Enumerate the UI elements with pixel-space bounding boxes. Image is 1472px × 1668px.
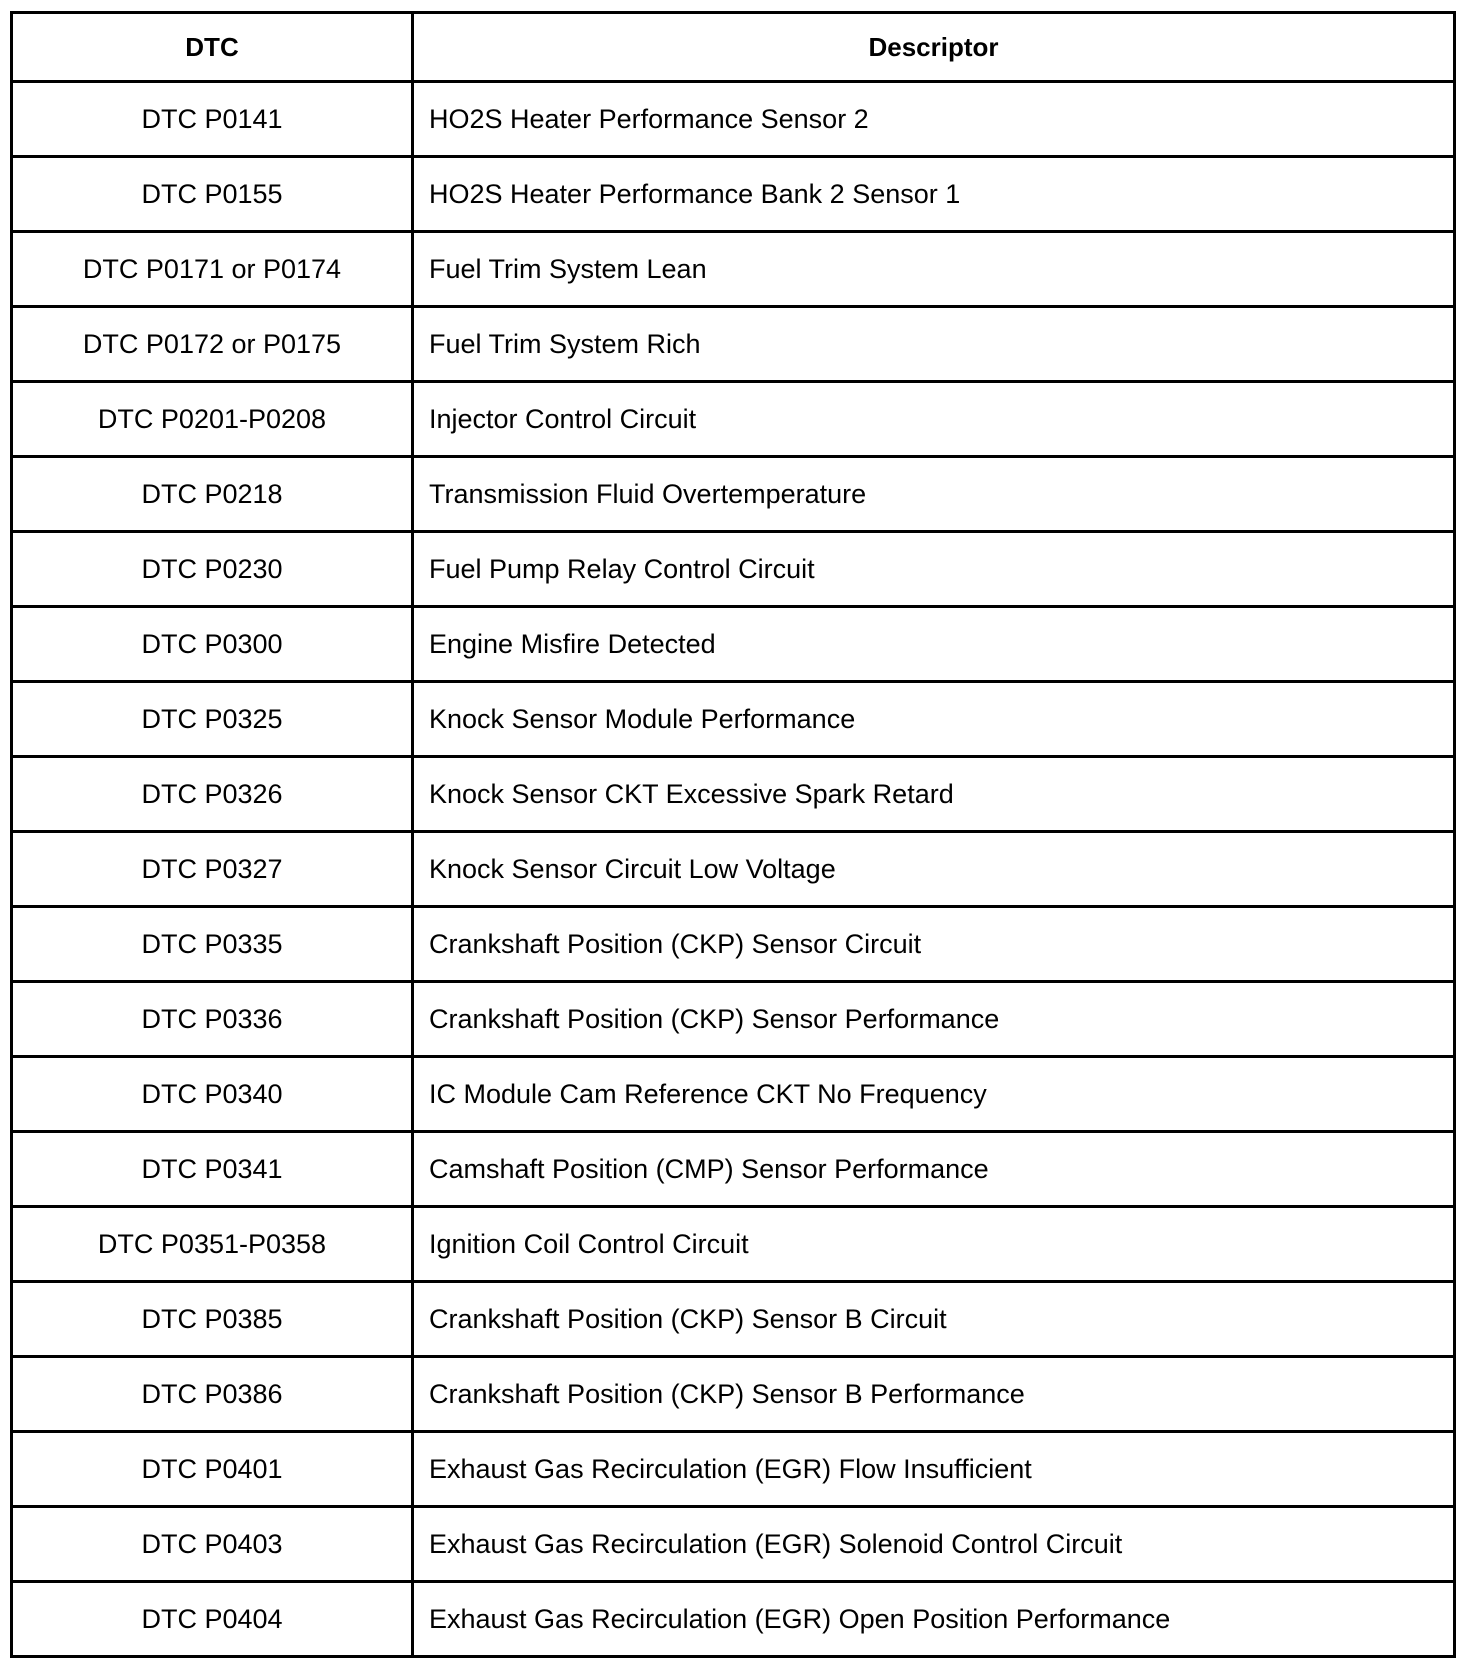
- dtc-code-cell: DTC P0172 or P0175: [12, 307, 413, 382]
- dtc-descriptor-cell: Fuel Pump Relay Control Circuit: [413, 532, 1455, 607]
- dtc-code-cell: DTC P0341: [12, 1132, 413, 1207]
- dtc-code-cell: DTC P0230: [12, 532, 413, 607]
- dtc-code-cell: DTC P0327: [12, 832, 413, 907]
- dtc-code-cell: DTC P0155: [12, 157, 413, 232]
- dtc-code-cell: DTC P0141: [12, 82, 413, 157]
- table-row: [12, 607, 1455, 682]
- dtc-code-cell: DTC P0300: [12, 607, 413, 682]
- dtc-descriptor-cell: Knock Sensor Module Performance: [413, 682, 1455, 757]
- table-row: [12, 907, 1455, 982]
- table-row: [12, 82, 1455, 157]
- dtc-table: [10, 11, 1456, 1658]
- dtc-code-cell: DTC P0201-P0208: [12, 382, 413, 457]
- dtc-code-cell: DTC P0218: [12, 457, 413, 532]
- table-row: [12, 1357, 1455, 1432]
- table-header: [12, 13, 1455, 82]
- table-row: [12, 1132, 1455, 1207]
- column-header-dtc: DTC: [12, 13, 413, 82]
- dtc-code-cell: DTC P0404: [12, 1582, 413, 1657]
- table-row: [12, 982, 1455, 1057]
- table-row: [12, 832, 1455, 907]
- dtc-code-cell: DTC P0335: [12, 907, 413, 982]
- dtc-code-cell: DTC P0326: [12, 757, 413, 832]
- dtc-code-cell: DTC P0403: [12, 1507, 413, 1582]
- header-row: [12, 13, 1455, 82]
- table-row: [12, 1507, 1455, 1582]
- dtc-descriptor-cell: Injector Control Circuit: [413, 382, 1455, 457]
- table-row: [12, 1432, 1455, 1507]
- table-row: [12, 382, 1455, 457]
- dtc-descriptor-cell: Exhaust Gas Recirculation (EGR) Flow Insufficient: [413, 1432, 1455, 1507]
- dtc-descriptor-cell: Crankshaft Position (CKP) Sensor Performance: [413, 982, 1455, 1057]
- dtc-code-cell: DTC P0385: [12, 1282, 413, 1357]
- table-row: [12, 1582, 1455, 1657]
- table-row: [12, 1282, 1455, 1357]
- table-row: [12, 307, 1455, 382]
- dtc-descriptor-cell: Ignition Coil Control Circuit: [413, 1207, 1455, 1282]
- dtc-code-cell: DTC P0401: [12, 1432, 413, 1507]
- dtc-descriptor-cell: Crankshaft Position (CKP) Sensor B Circuit: [413, 1282, 1455, 1357]
- column-header-descriptor: Descriptor: [413, 13, 1455, 82]
- dtc-descriptor-cell: Knock Sensor Circuit Low Voltage: [413, 832, 1455, 907]
- table-body: [12, 82, 1455, 1657]
- table-row: [12, 682, 1455, 757]
- dtc-code-cell: DTC P0340: [12, 1057, 413, 1132]
- dtc-descriptor-cell: IC Module Cam Reference CKT No Frequency: [413, 1057, 1455, 1132]
- table-row: [12, 1207, 1455, 1282]
- dtc-descriptor-cell: Fuel Trim System Rich: [413, 307, 1455, 382]
- dtc-descriptor-cell: Fuel Trim System Lean: [413, 232, 1455, 307]
- table-row: [12, 232, 1455, 307]
- dtc-code-cell: DTC P0386: [12, 1357, 413, 1432]
- dtc-descriptor-cell: Exhaust Gas Recirculation (EGR) Open Position Performance: [413, 1582, 1455, 1657]
- dtc-descriptor-cell: Engine Misfire Detected: [413, 607, 1455, 682]
- dtc-code-cell: DTC P0336: [12, 982, 413, 1057]
- table-row: [12, 1057, 1455, 1132]
- dtc-descriptor-cell: Crankshaft Position (CKP) Sensor B Performance: [413, 1357, 1455, 1432]
- table-row: [12, 757, 1455, 832]
- dtc-descriptor-cell: Transmission Fluid Overtemperature: [413, 457, 1455, 532]
- table-row: [12, 457, 1455, 532]
- dtc-descriptor-cell: HO2S Heater Performance Sensor 2: [413, 82, 1455, 157]
- table-row: [12, 157, 1455, 232]
- dtc-descriptor-cell: Knock Sensor CKT Excessive Spark Retard: [413, 757, 1455, 832]
- dtc-code-cell: DTC P0171 or P0174: [12, 232, 413, 307]
- dtc-descriptor-cell: Camshaft Position (CMP) Sensor Performance: [413, 1132, 1455, 1207]
- dtc-code-cell: DTC P0351-P0358: [12, 1207, 413, 1282]
- dtc-code-cell: DTC P0325: [12, 682, 413, 757]
- dtc-descriptor-cell: Exhaust Gas Recirculation (EGR) Solenoid Control Circuit: [413, 1507, 1455, 1582]
- dtc-descriptor-cell: Crankshaft Position (CKP) Sensor Circuit: [413, 907, 1455, 982]
- dtc-descriptor-cell: HO2S Heater Performance Bank 2 Sensor 1: [413, 157, 1455, 232]
- table-row: [12, 532, 1455, 607]
